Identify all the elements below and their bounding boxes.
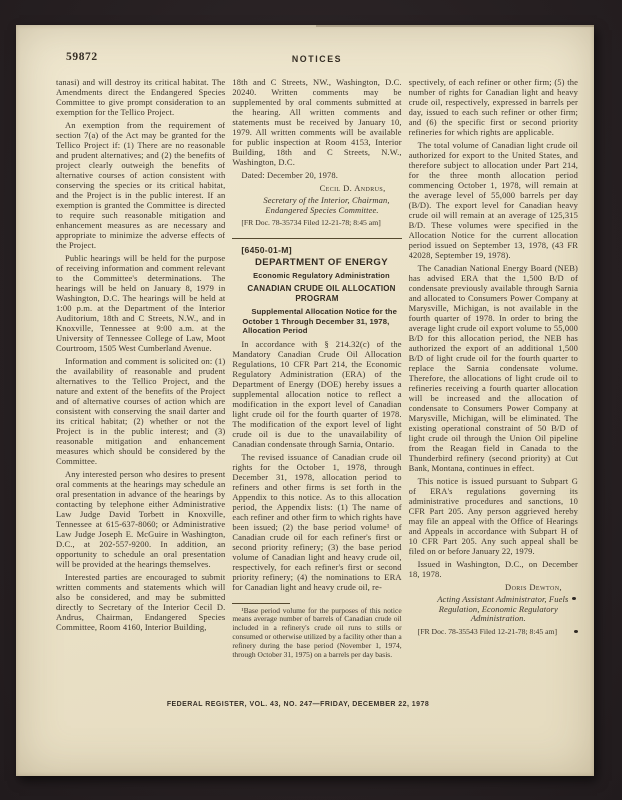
signature-name: Doris Dewton, bbox=[505, 582, 562, 592]
paragraph: Information and comment is solicited on: (1) the availability of reasonable and prudent alternatives to the Tellico Project, and the nature and extent of the benefits of the Project and of alternative courses of action which are consistent with conserving the snail darter and its critical habitat; (2) whether or not the Project is in the public interest; and (3) reasonable mitigation and enhancement measures which should be considered by the Committee. bbox=[56, 356, 226, 466]
page-content bbox=[56, 51, 578, 663]
paragraph: Any interested person who desires to present oral comments at the hearings may schedule an oral presentation in advance of the hearings by contacting by telephone either Administrative Law Judge David Torbett in Knoxville, Tennessee at 615-637-8060; or Administrative Law Judge Joseph E. McGuire in Washington, D.C., at 202-557-9200. In addition, an opportunity to schedule an oral presentation will be provided at the hearings themselves. bbox=[56, 469, 226, 569]
paper-crease bbox=[316, 25, 594, 27]
dated-line: Dated: December 20, 1978. bbox=[241, 170, 339, 180]
fr-doc-line: [FR Doc. 78-35734 Filed 12-21-78; 8:45 am] bbox=[241, 218, 381, 228]
paragraph: The revised issuance of Canadian crude oil rights for the October 1, 1978, through December 31, 1978, allocation period to refiners and other firms is set forth in the Appendix to this notice. As to this allocation period, the Appendix lists: (1) The name of each refiner and other firm to which rights have been issued; (2) the base period volume¹ of Canadian crude oil for each refiner's first or second priority refinery; (3) the base period volume of Canadian light and heavy crude oil, respectively, for each refiner's first or second priority refinery; (4) the nominations to ERA for Canadian light and heavy crude oil, re- bbox=[232, 451, 402, 592]
signature-name: Cecil D. Andrus, bbox=[319, 183, 386, 193]
paragraph: Public hearings will be held for the purpose of receiving information and comment relevant to the Committee's determinations. The hearings will be held on January 8, 1979 in Washington, D.C. The hearings will be held at 1:00 p.m. at the Department of the Interior Auditorium, 18th and C Streets, N.W., and in Knoxville, Tennessee at 9:00 a.m. at the University of Tennessee College of Law, Moot Courtroom, 1505 West Cumberland Avenue. bbox=[56, 253, 226, 353]
column-2 bbox=[232, 77, 401, 663]
billing-code: [6450-01-M] bbox=[241, 245, 292, 256]
running-head-title: NOTICES bbox=[291, 54, 343, 64]
notice-subtitle: Supplemental Allocation Notice for the October 1 Through December 31, 1978, Allocation Period bbox=[242, 307, 397, 336]
ink-speck bbox=[572, 597, 576, 600]
paragraph: Interested parties are encouraged to submit written comments and statements which will also be considered, and may be submitted directly to Secretary of the Interior Cecil D. Andrus, Chairman, Endangered Species Committee, Room 4160, Interior Building, bbox=[56, 572, 226, 632]
page-footer: FEDERAL REGISTER, VOL. 43, NO. 247—FRIDAY, DECEMBER 22, 1978 bbox=[166, 701, 430, 708]
paragraph: spectively, of each refiner or other firm; (5) the number of rights for Canadian light and heavy crude oil, respectively, expressed in barrels per day, issued to each such refiner or other firm; and (6) the specific first or second priority refineries for which rights are applicable. bbox=[408, 77, 578, 137]
paragraph: tanasi) and will destroy its critical habitat. The Amendments direct the Endangered Species Committee to give prompt consideration to an exemption for the Tellico Project. bbox=[56, 77, 226, 117]
administration-heading: Economic Regulatory Administration bbox=[253, 271, 390, 281]
page-number: 59872 bbox=[66, 51, 98, 63]
program-heading: CANADIAN CRUDE OIL ALLOCATION PROGRAM bbox=[247, 284, 396, 304]
paragraph: This notice is issued pursuant to Subpart G of ERA's regulations governing its administrative procedures and sanctions, 10 CFR Part 205. Any person aggrieved hereby may file an appeal with the Office of Hearings and Appeals in accordance with Subpart H of 10 CFR Part 205. Any such appeal shall be filed on or before January 22, 1979. bbox=[408, 476, 578, 556]
footnote-separator bbox=[232, 603, 290, 604]
page-header bbox=[56, 51, 578, 69]
scanned-page bbox=[16, 25, 594, 776]
section-divider bbox=[232, 238, 401, 239]
paragraph: The total volume of Canadian light crude oil authorized for export to the United States, and therefore subject to allocation under Part 214, for the three month allocation period commencing October 1, 1978, will remain at the average level of 55,000 barrels per day (B/D). The export level for Canadian heavy crude oil will remain at an average of 125,315 B/D. These volumes were specified in the Allocation Notice for the current allocation period issued on September 13, 1978, (43 FR 42028, September 19, 1978). bbox=[408, 140, 578, 260]
paragraph: 18th and C Streets, NW., Washington, D.C. 20240. Written comments may be supplemented by oral comments submitted at the hearing. All written comments and statements must be received by January 10, 1979. All written comments will be available for public inspection at Room 4153, Interior Building, 18th and C Streets, N.W., Washington, D.C. bbox=[232, 77, 402, 167]
fr-doc-line: [FR Doc. 78-35543 Filed 12-21-78; 8:45 am] bbox=[417, 626, 558, 636]
paragraph: In accordance with § 214.32(c) of the Mandatory Canadian Crude Oil Allocation Regulations, 10 CFR Part 214, the Economic Regulatory Administration (ERA) of the Department of Energy (DOE) hereby issues a supplemental allocation notice to reflect a modification in the export level of Canadian light crude oil for the fourth quarter of 1978. The modification of the export level of light crude oil is due to the unavailability of Canadian condensate through Sarnia, Ontario. bbox=[232, 338, 402, 449]
paragraph: An exemption from the requirement of section 7(a) of the Act may be granted for the Tellico Project if: (1) There are no reasonable and prudent alternatives; and (2) the benefits of project clearly outweigh the benefits of alternative courses of action consistent with conserving the species or its critical habitat, and the Project is in the public interest. If an exemption is granted the Committee is directed to require such reasonable mitigation and enhancement measures as are necessary and appropriate to minimize the adverse effects of the Project. bbox=[56, 120, 226, 250]
footnote-block bbox=[232, 599, 401, 663]
signature-title: Secretary of the Interior, Chairman, Endangered Species Committee. bbox=[263, 195, 390, 215]
ink-speck bbox=[574, 630, 578, 633]
column-3 bbox=[409, 77, 578, 663]
signature-title: Acting Assistant Administrator, Fuels Regulation, Economic Regulatory Administration. bbox=[437, 594, 569, 624]
department-heading: DEPARTMENT OF ENERGY bbox=[254, 257, 389, 269]
column-1 bbox=[56, 77, 225, 663]
paragraph: The Canadian National Energy Board (NEB) has advised ERA that the 1,500 B/D of condensate previously available through Sarnia and allocated to Consumers Power Company at Marysville, Michigan, is not available in the fourth quarter of 1978. In order to bring the average light crude oil export volume to 55,000 B/D for this allocation period, the NEB has authorized the export of an additional 1,500 B/D of light crude oil for the fourth quarter to replace the Sarnia condensate volume. Therefore, the allocations of light crude oil to refineries receiving a fourth quarter allocation will be increased and the allocation of condensate to Consumers Power Company at Marysville, Michigan, will be eliminated. The existing operational constraint of 50 B/D of light crude oil through the Union Oil pipeline from the Reagan field in Canada to the Thunderbird refinery (second priority) at Cut Bank, Montana, continues in effect. bbox=[408, 263, 578, 473]
issued-line: Issued in Washington, D.C., on December 18, 1978. bbox=[408, 559, 578, 579]
footnote-text: ¹Base period volume for the purposes of this notice means average number of barrels of Canadian crude oil included in a refinery's crude oil runs to stills or consumed or otherwise utilized by a facility other than a refinery during the base period (November 1, 1974, through October 31, 1975) on a barrels per day basis. bbox=[232, 605, 402, 660]
column-layout bbox=[56, 77, 578, 663]
